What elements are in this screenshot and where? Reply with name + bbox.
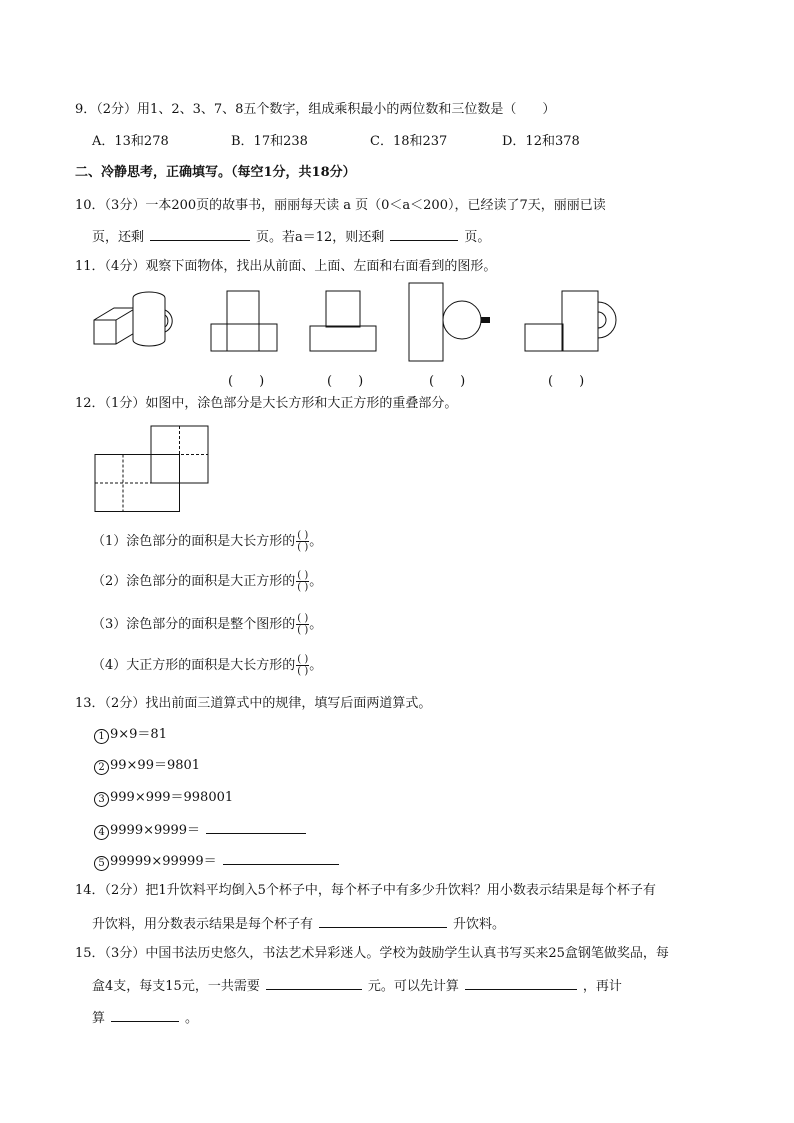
- q13-blank-4[interactable]: [206, 821, 306, 834]
- q10-text-a: 页，还剩: [92, 230, 145, 245]
- q10-line2: [92, 228, 490, 246]
- q9-stem: 9．（2分）用1、2、3、7、8五个数字，组成乘积最小的两位数和三位数是（ ）: [75, 102, 556, 117]
- q11-view-1: [210, 290, 280, 352]
- q15-blank-second-step[interactable]: [111, 1009, 179, 1022]
- q13-blank-5[interactable]: [223, 852, 339, 865]
- q15-blank-first-step[interactable]: [465, 977, 577, 990]
- q12-overlap-figure: [94, 424, 214, 514]
- q11-answer-3[interactable]: ( ): [429, 374, 466, 389]
- q13-item-3: 3 999×999＝998001: [94, 790, 233, 807]
- q11-answer-1[interactable]: ( ): [228, 374, 265, 389]
- q12-part-4: （4）大正方形的面积是大长方形的 $\frac{( )}{( )}$ 。: [92, 654, 323, 677]
- q12-part-3-fraction[interactable]: $\frac{( )}{( )}$: [297, 613, 309, 636]
- q10-text-b: 页。若a＝12，则还剩: [256, 230, 385, 245]
- q14-blank-fraction[interactable]: [319, 915, 447, 928]
- q13-item-1: 1 9×9＝81: [94, 727, 167, 744]
- q12-part-3: （3）涂色部分的面积是整个图形的 $\frac{( )}{( )}$ 。: [92, 613, 323, 636]
- q10-text-c: 页。: [464, 230, 491, 245]
- q10-blank-1[interactable]: [150, 228, 250, 241]
- q13-item-2: 2 99×99＝9801: [94, 758, 200, 775]
- q12-part-4-label: （4）大正方形的面积是大长方形的: [92, 658, 296, 673]
- q12-part-1: （1）涂色部分的面积是大长方形的 $\frac{( )}{( )}$ 。: [92, 530, 323, 553]
- q11-view-3: [408, 282, 503, 362]
- q14-line1: 14．（2分）把1升饮料平均倒入5个杯子中，每个杯子中有多少升饮料？用小数表示结果是每个杯子有: [75, 883, 656, 898]
- q14-line2: 升饮料，用分数表示结果是每个杯子有 升饮料。: [92, 917, 506, 932]
- q13-item-4: 4 9999×9999＝: [94, 821, 312, 840]
- q12-part-2-fraction[interactable]: $\frac{( )}{( )}$: [297, 570, 309, 593]
- q15-blank-total[interactable]: [266, 977, 362, 990]
- q9-option-c[interactable]: C．18和237: [370, 134, 448, 149]
- q9-option-d[interactable]: D．12和378: [502, 134, 580, 149]
- q11-answer-2[interactable]: ( ): [327, 374, 364, 389]
- q12-part-1-fraction[interactable]: $\frac{( )}{( )}$: [297, 530, 309, 553]
- q11-solid-object-figure: [92, 288, 192, 358]
- q12-part-2: （2）涂色部分的面积是大正方形的 $\frac{( )}{( )}$ 。: [92, 570, 323, 593]
- q15-line1: 15．（3分）中国书法历史悠久，书法艺术异彩迷人。学校为鼓励学生认真书写买来25盒钢笔做奖品，每: [75, 946, 669, 961]
- q15-line2: 盒4支，每支15元，一共需要 元。可以先计算 ，再计: [92, 979, 622, 994]
- q11-stem: 11．（4分）观察下面物体，找出从前面、上面、左面和右面看到的图形。: [75, 259, 497, 274]
- q12-stem: 12．（1分）如图中，涂色部分是大长方形和大正方形的重叠部分。: [75, 396, 458, 411]
- q9-option-b[interactable]: B．17和238: [231, 134, 308, 149]
- q10-blank-2[interactable]: [390, 228, 458, 241]
- q12-part-2-label: （2）涂色部分的面积是大正方形的: [92, 574, 296, 589]
- q10-line1: 10．（3分）一本200页的故事书，丽丽每天读 a 页（0＜a＜200），已经读了7天，丽丽已读: [75, 198, 606, 213]
- q11-view-4: [524, 290, 619, 352]
- q12-part-3-label: （3）涂色部分的面积是整个图形的: [92, 617, 296, 632]
- section-2-heading: 二、冷静思考，正确填写。（每空1分，共18分）: [75, 165, 356, 180]
- q13-stem: 13．（2分）找出前面三道算式中的规律，填写后面两道算式。: [75, 696, 432, 711]
- q15-line3: 算 。: [92, 1011, 199, 1026]
- q11-view-2: [309, 290, 379, 352]
- q12-part-4-fraction[interactable]: $\frac{( )}{( )}$: [297, 654, 309, 677]
- q13-item-5: 5 99999×99999＝: [94, 852, 345, 871]
- q11-answer-4[interactable]: ( ): [548, 374, 585, 389]
- q12-part-1-label: （1）涂色部分的面积是大长方形的: [92, 534, 296, 549]
- q9-option-a[interactable]: A．13和278: [92, 134, 169, 149]
